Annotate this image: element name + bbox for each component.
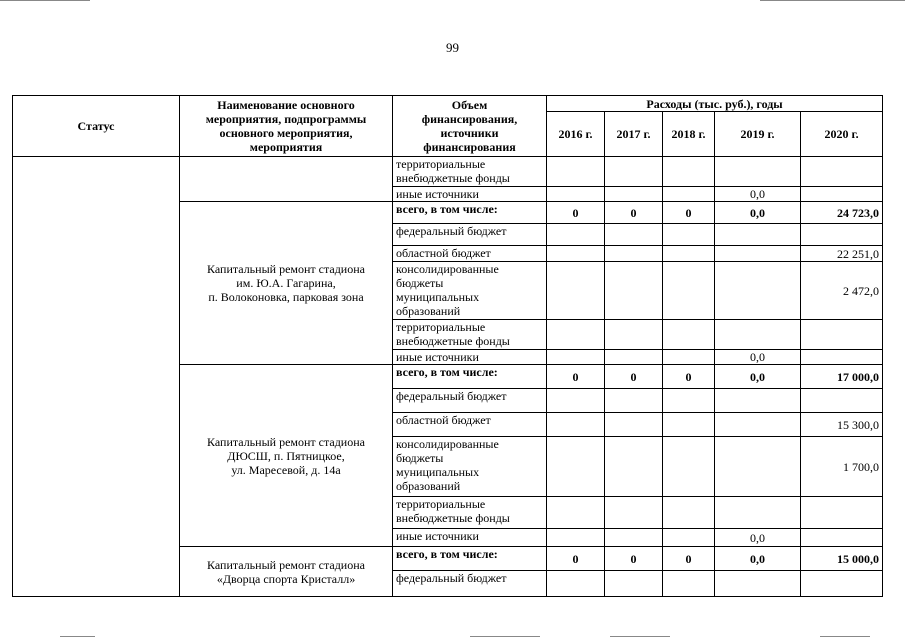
volume-header: Объем финансирования, источники финансирования bbox=[393, 96, 547, 157]
value-cell bbox=[605, 246, 663, 262]
value-cell bbox=[801, 350, 883, 365]
name-cell bbox=[180, 157, 393, 202]
budget-table bbox=[12, 95, 883, 597]
source-cell: федеральный бюджет bbox=[393, 224, 547, 246]
scan-edge-line bbox=[470, 636, 540, 637]
value-cell: 0 bbox=[663, 365, 715, 389]
value-cell bbox=[605, 497, 663, 529]
value-cell bbox=[547, 571, 605, 597]
source-cell: областной бюджет bbox=[393, 246, 547, 262]
value-cell: 0,0 bbox=[715, 547, 801, 571]
value-cell bbox=[547, 320, 605, 350]
source-cell: территориальные внебюджетные фонды bbox=[393, 157, 547, 187]
value-cell bbox=[715, 320, 801, 350]
value-cell bbox=[663, 437, 715, 497]
scan-edge-line bbox=[60, 636, 95, 637]
source-cell: консолидированные бюджеты муниципальных образований bbox=[393, 437, 547, 497]
value-cell: 24 723,0 bbox=[801, 202, 883, 224]
expenses-header: Расходы (тыс. руб.), годы bbox=[547, 96, 883, 112]
value-cell bbox=[547, 246, 605, 262]
value-cell bbox=[663, 413, 715, 437]
value-cell bbox=[605, 571, 663, 597]
value-cell: 22 251,0 bbox=[801, 246, 883, 262]
value-cell bbox=[605, 389, 663, 413]
value-cell: 0 bbox=[547, 202, 605, 224]
source-cell: консолидированные бюджеты муниципальных образований bbox=[393, 262, 547, 320]
year-header: 2017 г. bbox=[605, 112, 663, 157]
name-header: Наименование основного мероприятия, подпрограммы основного мероприятия, мероприятия bbox=[180, 96, 393, 157]
value-cell bbox=[801, 157, 883, 187]
value-cell bbox=[715, 437, 801, 497]
year-header: 2018 г. bbox=[663, 112, 715, 157]
value-cell bbox=[605, 157, 663, 187]
value-cell bbox=[715, 246, 801, 262]
source-cell: всего, в том числе: bbox=[393, 365, 547, 389]
value-cell bbox=[547, 262, 605, 320]
value-cell: 0 bbox=[547, 547, 605, 571]
source-cell: территориальные внебюджетные фонды bbox=[393, 497, 547, 529]
source-cell: федеральный бюджет bbox=[393, 389, 547, 413]
value-cell: 15 000,0 bbox=[801, 547, 883, 571]
value-cell bbox=[715, 224, 801, 246]
value-cell: 15 300,0 bbox=[801, 413, 883, 437]
value-cell: 0 bbox=[663, 547, 715, 571]
value-cell bbox=[663, 187, 715, 202]
value-cell bbox=[801, 571, 883, 597]
value-cell bbox=[605, 350, 663, 365]
value-cell bbox=[801, 224, 883, 246]
value-cell bbox=[547, 224, 605, 246]
value-cell: 0 bbox=[605, 365, 663, 389]
year-header: 2016 г. bbox=[547, 112, 605, 157]
page-number: 99 bbox=[446, 40, 459, 55]
year-header: 2019 г. bbox=[715, 112, 801, 157]
value-cell bbox=[663, 571, 715, 597]
value-cell bbox=[663, 529, 715, 547]
value-cell bbox=[547, 187, 605, 202]
source-cell: областной бюджет bbox=[393, 413, 547, 437]
project-name-cell: Капитальный ремонт стадиона им. Ю.А. Гагарина, п. Волоконовка, парковая зона bbox=[180, 202, 393, 365]
project-name-cell: Капитальный ремонт стадиона ДЮСШ, п. Пятницкое, ул. Маресевой, д. 14а bbox=[180, 365, 393, 547]
value-cell bbox=[801, 320, 883, 350]
value-cell: 0,0 bbox=[715, 350, 801, 365]
value-cell bbox=[715, 389, 801, 413]
value-cell bbox=[663, 262, 715, 320]
source-cell: иные источники bbox=[393, 529, 547, 547]
source-cell: иные источники bbox=[393, 187, 547, 202]
source-cell: иные источники bbox=[393, 350, 547, 365]
value-cell bbox=[547, 389, 605, 413]
status-header: Статус bbox=[13, 96, 180, 157]
value-cell bbox=[547, 413, 605, 437]
value-cell: 0 bbox=[605, 202, 663, 224]
value-cell: 0,0 bbox=[715, 187, 801, 202]
value-cell bbox=[801, 187, 883, 202]
year-header: 2020 г. bbox=[801, 112, 883, 157]
value-cell bbox=[663, 320, 715, 350]
value-cell bbox=[801, 497, 883, 529]
value-cell bbox=[663, 246, 715, 262]
value-cell: 0,0 bbox=[715, 202, 801, 224]
status-cell bbox=[13, 157, 180, 597]
scan-edge-line bbox=[820, 636, 870, 637]
value-cell bbox=[715, 413, 801, 437]
value-cell bbox=[605, 413, 663, 437]
value-cell bbox=[801, 529, 883, 547]
source-cell: федеральный бюджет bbox=[393, 571, 547, 597]
table-body bbox=[13, 157, 883, 597]
value-cell bbox=[663, 497, 715, 529]
value-cell: 0 bbox=[605, 547, 663, 571]
value-cell: 17 000,0 bbox=[801, 365, 883, 389]
value-cell: 0 bbox=[663, 202, 715, 224]
value-cell bbox=[801, 389, 883, 413]
scan-edge-line bbox=[0, 0, 90, 1]
value-cell: 1 700,0 bbox=[801, 437, 883, 497]
value-cell: 0,0 bbox=[715, 529, 801, 547]
source-cell: всего, в том числе: bbox=[393, 547, 547, 571]
value-cell bbox=[547, 157, 605, 187]
value-cell bbox=[547, 350, 605, 365]
source-cell: всего, в том числе: bbox=[393, 202, 547, 224]
value-cell bbox=[547, 437, 605, 497]
value-cell: 0 bbox=[547, 365, 605, 389]
value-cell bbox=[715, 497, 801, 529]
value-cell bbox=[605, 187, 663, 202]
value-cell bbox=[715, 157, 801, 187]
value-cell bbox=[605, 224, 663, 246]
value-cell bbox=[715, 571, 801, 597]
value-cell bbox=[663, 157, 715, 187]
value-cell bbox=[663, 350, 715, 365]
value-cell: 0,0 bbox=[715, 365, 801, 389]
value-cell bbox=[605, 529, 663, 547]
project-name-cell: Капитальный ремонт стадиона «Дворца спорта Кристалл» bbox=[180, 547, 393, 597]
value-cell bbox=[663, 389, 715, 413]
value-cell bbox=[605, 262, 663, 320]
scan-edge-line bbox=[760, 0, 905, 1]
value-cell bbox=[605, 320, 663, 350]
value-cell bbox=[663, 224, 715, 246]
table-row bbox=[13, 157, 883, 187]
scan-edge-line bbox=[610, 636, 670, 637]
value-cell: 2 472,0 bbox=[801, 262, 883, 320]
value-cell bbox=[605, 437, 663, 497]
value-cell bbox=[715, 262, 801, 320]
value-cell bbox=[547, 497, 605, 529]
source-cell: территориальные внебюджетные фонды bbox=[393, 320, 547, 350]
value-cell bbox=[547, 529, 605, 547]
